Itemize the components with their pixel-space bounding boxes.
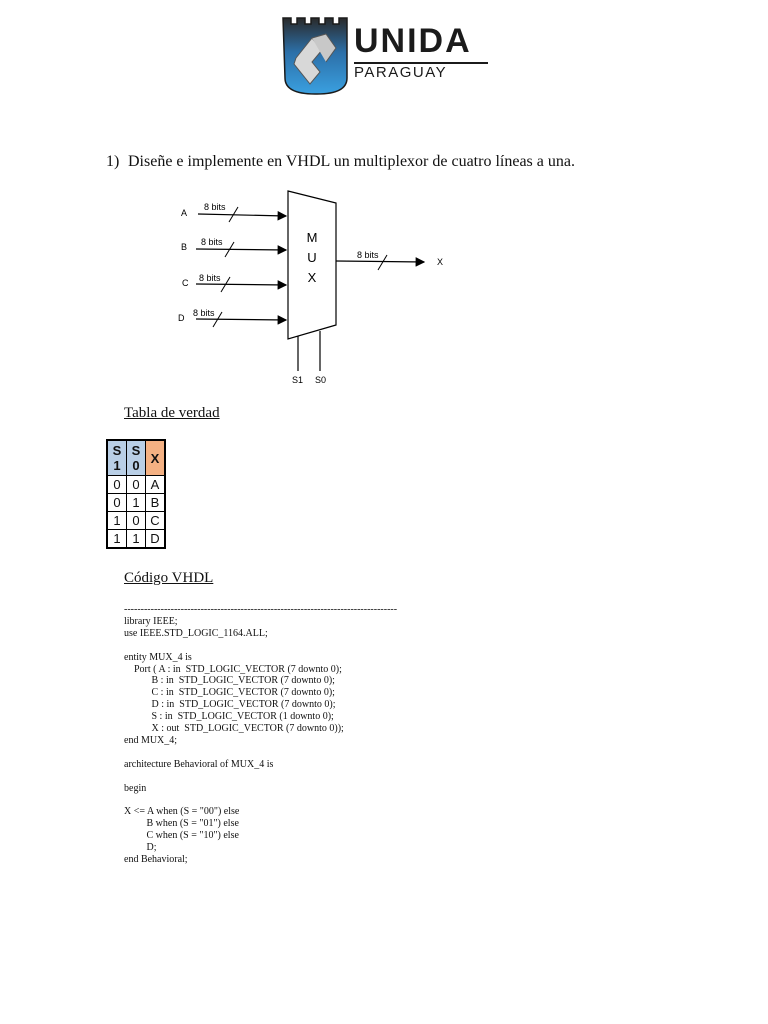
truth-table-header: [107, 440, 165, 476]
code-line: C when (S = "10") else: [124, 830, 239, 842]
input-line-d: [196, 319, 286, 320]
table-row: 0 1 B: [107, 494, 165, 512]
code-line: [124, 747, 397, 759]
code-line: X <= A when (S = "00") else: [124, 806, 240, 818]
input-line-c: [196, 284, 286, 285]
code-line: [124, 795, 397, 807]
question-text: Diseñe e implemente en VHDL un multiplexor de cuatro líneas a una.: [128, 153, 575, 170]
mux-letter: M: [306, 230, 318, 245]
input-label-d: D: [178, 313, 185, 323]
header-x: X: [146, 440, 166, 476]
code-line: S : in STD_LOGIC_VECTOR (1 downto 0);: [124, 711, 334, 723]
logo-subtitle: PARAGUAY: [354, 64, 448, 81]
unida-logo: [280, 14, 492, 100]
input-label-c: C: [182, 278, 189, 288]
header-s0: S 0: [127, 440, 146, 476]
code-section-title: Código VHDL: [124, 570, 214, 586]
code-line: X : out STD_LOGIC_VECTOR (7 downto 0));: [124, 723, 344, 735]
code-line: entity MUX_4 is: [124, 651, 192, 663]
bus-label: 8 bits: [201, 237, 223, 247]
code-line: end Behavioral;: [124, 854, 188, 866]
code-line: library IEEE;: [124, 615, 178, 627]
table-row: 1 1 D: [107, 530, 165, 549]
select-label-s1: S1: [292, 375, 304, 385]
truth-table: [106, 439, 166, 549]
code-line: use IEEE.STD_LOGIC_1164.ALL;: [124, 627, 268, 639]
code-line: end MUX_4;: [124, 734, 178, 746]
table-row: 1 0 C: [107, 512, 165, 530]
code-line: D;: [124, 842, 157, 854]
code-line: B : in STD_LOGIC_VECTOR (7 downto 0);: [124, 675, 335, 687]
input-label-b: B: [181, 242, 188, 252]
truth-table-title: Tabla de verdad: [124, 405, 220, 421]
code-line: D : in STD_LOGIC_VECTOR (7 downto 0);: [124, 699, 336, 711]
code-line: B when (S = "01") else: [124, 818, 239, 830]
question-number: 1): [106, 153, 120, 170]
code-line: [124, 771, 397, 783]
input-label-a: A: [181, 208, 188, 218]
select-label-s0: S0: [315, 375, 327, 385]
code-line: C : in STD_LOGIC_VECTOR (7 downto 0);: [124, 687, 335, 699]
mux-letter: X: [307, 270, 317, 285]
mux-block: [288, 191, 336, 339]
bus-label: 8 bits: [204, 202, 226, 212]
header-s1: S 1: [107, 440, 127, 476]
question-1: [106, 152, 575, 172]
output-label: X: [437, 257, 444, 267]
output-line: [336, 261, 424, 262]
mux-diagram: [170, 185, 460, 390]
code-line: Port ( A : in STD_LOGIC_VECTOR (7 downto 0);: [124, 663, 342, 675]
shield-icon: [280, 14, 350, 100]
table-row: 0 0 A: [107, 476, 165, 494]
code-line: architecture Behavioral of MUX_4 is: [124, 758, 274, 770]
bus-label: 8 bits: [199, 273, 221, 283]
code-line: begin: [124, 782, 147, 794]
vhdl-code-block: [124, 604, 397, 866]
bus-label: 8 bits: [193, 308, 215, 318]
bus-slash: [378, 255, 387, 270]
mux-letter: U: [307, 250, 317, 265]
bus-label: 8 bits: [357, 250, 379, 260]
logo-title: UNIDA: [354, 22, 472, 60]
code-line: [124, 640, 397, 652]
input-line-a: [198, 214, 286, 216]
input-line-b: [196, 249, 286, 250]
code-line: ----------------------------------------------------------------------------------: [124, 604, 398, 615]
